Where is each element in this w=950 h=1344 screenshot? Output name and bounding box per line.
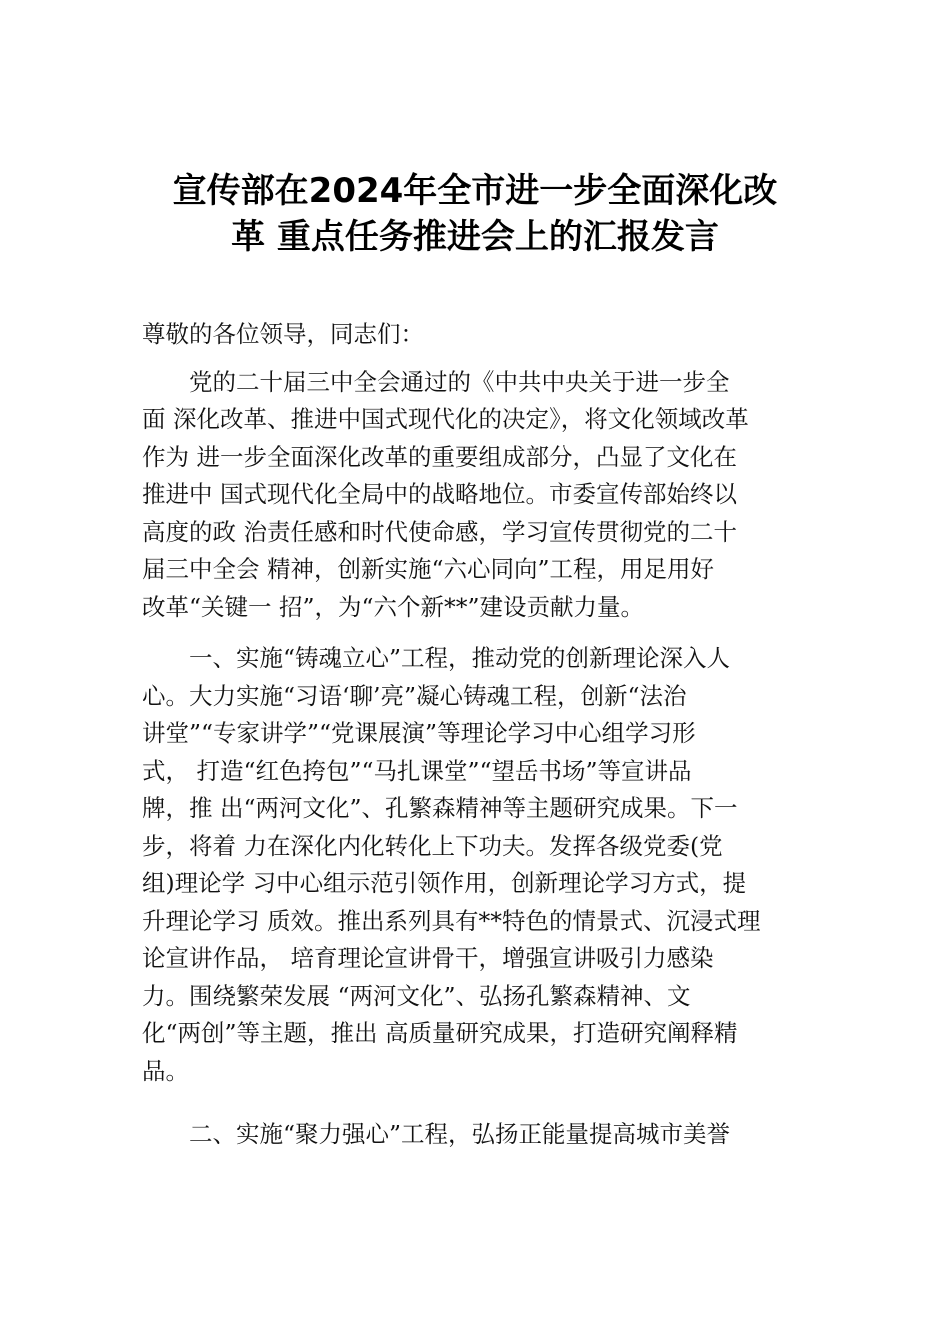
paragraph-1-line: 作为 进一步全面深化改革的重要组成部分，凸显了文化在 <box>142 442 737 471</box>
paragraph-2-line: 步，将着 力在深化内化转化上下功夫。发挥各级党委(党 <box>142 831 723 860</box>
paragraph-1-line: 高度的政 治责任感和时代使命感，学习宣传贯彻党的二十 <box>142 517 737 546</box>
paragraph-2-line: 升理论学习 质效。推出系列具有**特色的情景式、沉浸式理 <box>142 906 761 935</box>
paragraph-1-line: 改革“关键一 招”，为“六个新**”建设贡献力量。 <box>142 592 645 621</box>
paragraph-3-line: 二、实施“聚力强心”工程，弘扬正能量提高城市美誉 <box>189 1120 731 1148</box>
paragraph-1-line: 推进中 国式现代化全局中的战略地位。市委宣传部始终以 <box>142 480 737 508</box>
paragraph-1-line: 党的二十届三中全会通过的《中共中央关于进一步全 <box>189 367 730 396</box>
paragraph-2-line: 组)理论学 习中心组示范引领作用，创新理论学习方式，提 <box>142 869 747 897</box>
paragraph-2-line: 力。围绕繁荣发展 “两河文化”、弘扬孔繁森精神、文 <box>142 981 691 1010</box>
paragraph-1-line: 面 深化改革、推进中国式现代化的决定》，将文化领域改革 <box>142 405 749 433</box>
paragraph-2-line: 牌，推 出“两河文化”、孔繁森精神等主题研究成果。下一 <box>142 794 738 822</box>
document-title <box>100 168 850 260</box>
paragraph-2-line: 一、实施“铸魂立心”工程，推动党的创新理论深入人 <box>189 644 731 672</box>
paragraph-1 <box>142 364 806 627</box>
paragraph-2 <box>142 640 806 1090</box>
paragraph-3 <box>142 1116 806 1154</box>
title-line-1: 宣传部在2024年全市进一步全面深化改 <box>172 171 778 211</box>
paragraph-2-line: 品。 <box>142 1056 189 1085</box>
greeting: 尊敬的各位领导，同志们： <box>142 320 424 348</box>
paragraph-2-line: 式， 打造“红色挎包”“马扎课堂”“望岳书场”等宣讲品 <box>142 756 692 785</box>
title-line-2: 革 重点任务推进会上的汇报发言 <box>231 217 719 257</box>
paragraph-1-line: 届三中全会 精神，创新实施“六心同向”工程，用足用好 <box>142 555 714 583</box>
document-body <box>142 316 806 1168</box>
paragraph-2-line: 化“两创”等主题，推出 高质量研究成果，打造研究阐释精 <box>142 1019 738 1047</box>
paragraph-2-line: 讲堂”“专家讲学”“党课展演”等理论学习中心组学习形 <box>142 719 696 747</box>
paragraph-2-line: 心。大力实施“习语‘聊’亮”凝心铸魂工程，创新“法治 <box>142 681 687 710</box>
paragraph-2-line: 论宣讲作品， 培育理论宣讲骨干，增强宣讲吸引力感染 <box>142 944 714 972</box>
